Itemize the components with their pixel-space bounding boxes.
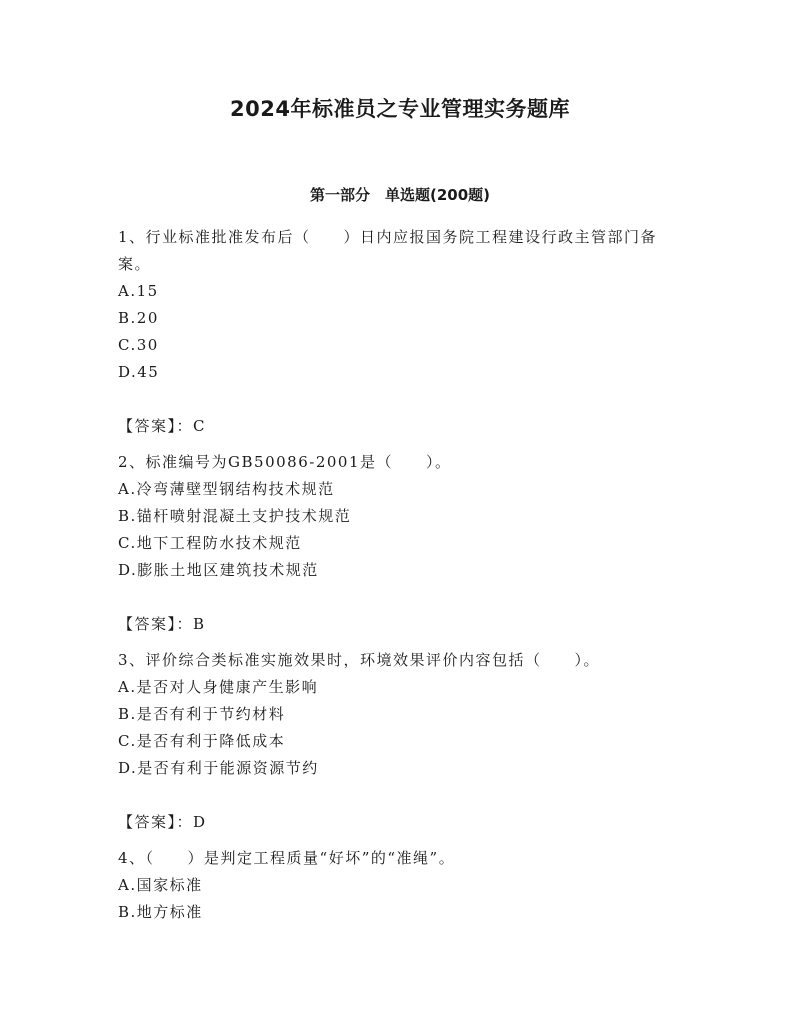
question-1 bbox=[118, 224, 688, 440]
question-stem: 3、评价综合类标准实施效果时，环境效果评价内容包括（ ）。 bbox=[118, 651, 601, 669]
answer-line: 【答案】：B bbox=[118, 615, 206, 633]
question-3 bbox=[118, 647, 688, 836]
option-c: C.是否有利于降低成本 bbox=[118, 732, 286, 750]
option-c: C.地下工程防水技术规范 bbox=[118, 534, 302, 552]
option-a: A.是否对人身健康产生影响 bbox=[118, 678, 319, 696]
option-b: B.20 bbox=[118, 309, 159, 327]
option-d: D.45 bbox=[118, 363, 160, 381]
section-title: 第一部分 单选题(200题) bbox=[309, 186, 491, 204]
option-a: A.国家标准 bbox=[118, 876, 203, 894]
question-stem: 2、标准编号为GB50086-2001是（ ）。 bbox=[118, 453, 452, 471]
option-b: B.锚杆喷射混凝土支护技术规范 bbox=[118, 507, 352, 525]
answer-line: 【答案】：D bbox=[118, 813, 207, 831]
question-2 bbox=[118, 449, 688, 638]
question-stem: 1、行业标准批准发布后（ ）日内应报国务院工程建设行政主管部门备案。 bbox=[118, 228, 658, 273]
option-d: D.是否有利于能源资源节约 bbox=[118, 759, 319, 777]
option-c: C.30 bbox=[118, 336, 159, 354]
question-stem: 4、（ ）是判定工程质量“好坏”的“准绳”。 bbox=[118, 849, 456, 867]
document-title: 2024年标准员之专业管理实务题库 bbox=[230, 97, 570, 121]
option-b: B.是否有利于节约材料 bbox=[118, 705, 286, 723]
question-4 bbox=[118, 845, 688, 926]
option-a: A.冷弯薄壁型钢结构技术规范 bbox=[118, 480, 335, 498]
option-d: D.膨胀土地区建筑技术规范 bbox=[118, 561, 319, 579]
option-a: A.15 bbox=[118, 282, 159, 300]
answer-line: 【答案】：C bbox=[118, 417, 206, 435]
option-b: B.地方标准 bbox=[118, 903, 203, 921]
question-list bbox=[118, 224, 688, 935]
